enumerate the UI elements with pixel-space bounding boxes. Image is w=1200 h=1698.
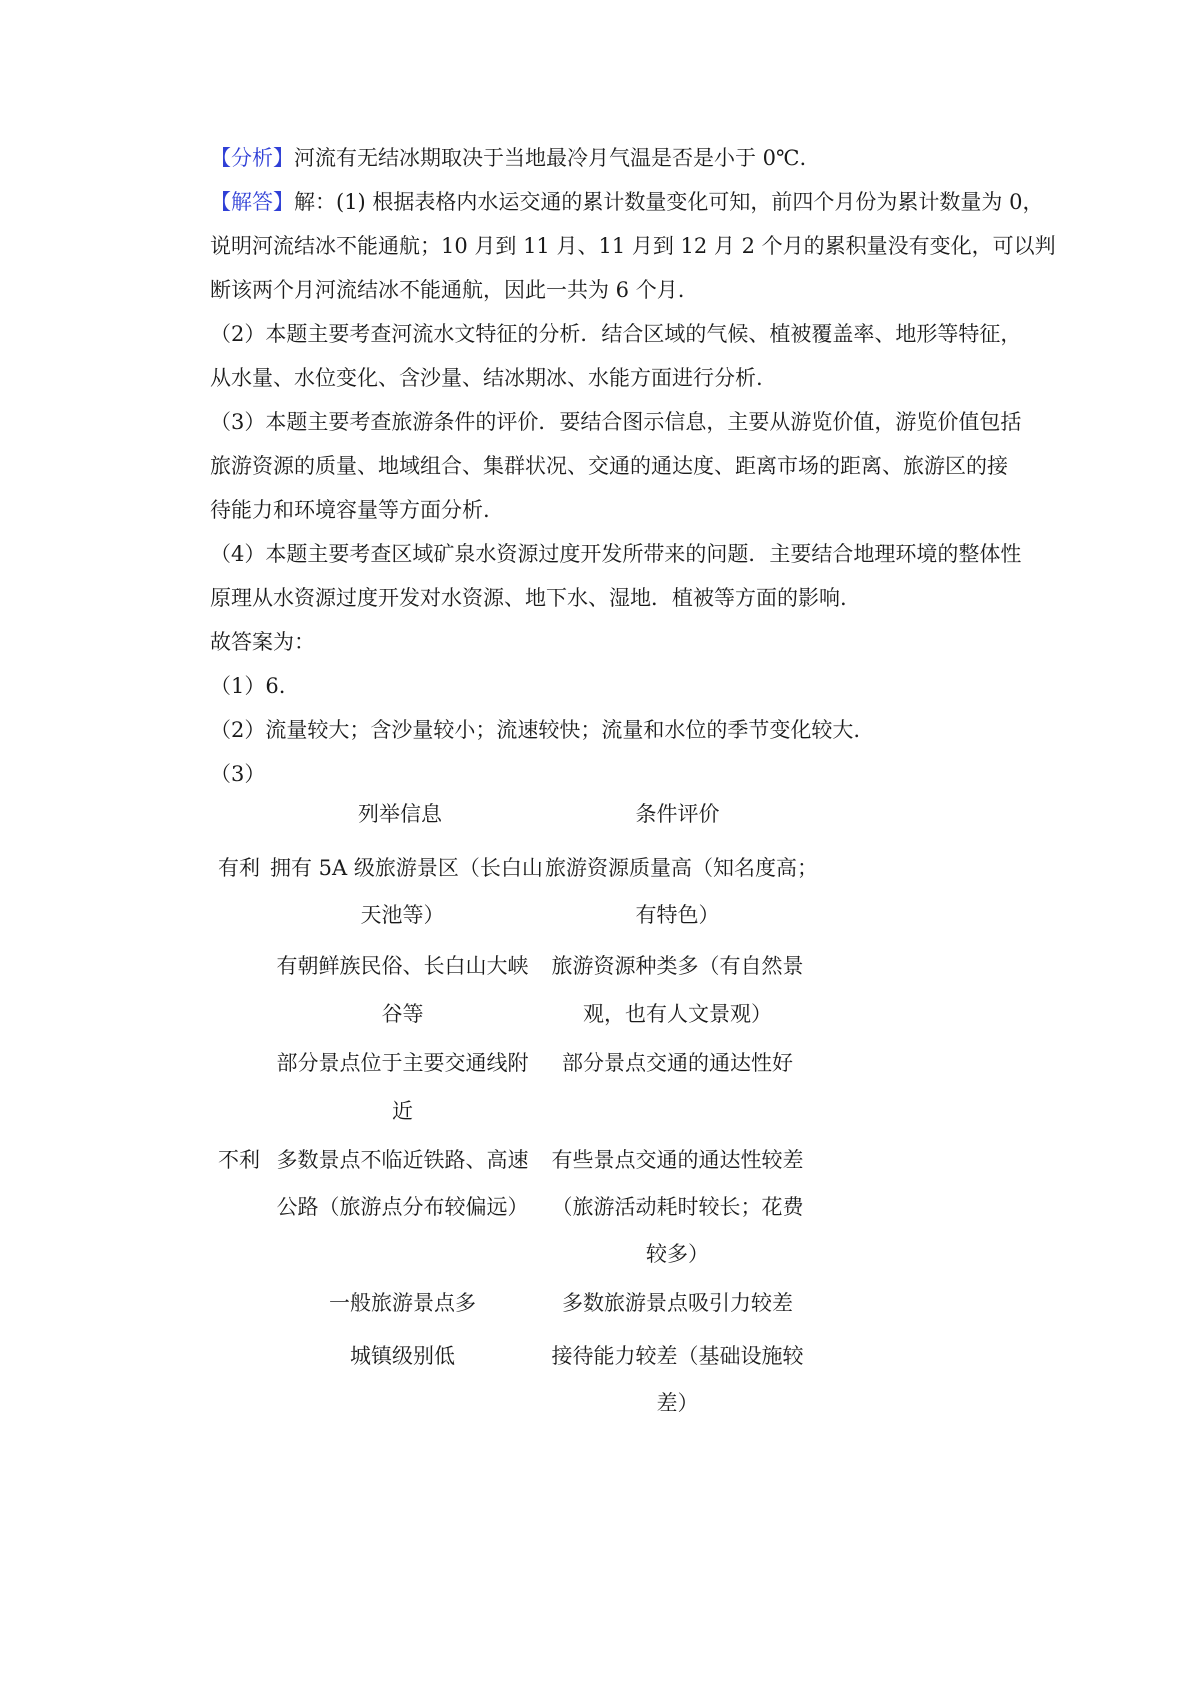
table-cell-evaluation: 旅游资源质量高（知名度高； bbox=[545, 856, 818, 880]
table-row-label: 不利 bbox=[218, 1148, 260, 1172]
analysis-text: 河流有无结冰期取决于当地最冷月气温是否是小于 0℃. bbox=[294, 146, 807, 170]
table-cell-info: 有朝鲜族民俗、长白山大峡 bbox=[276, 954, 529, 978]
answer-line: 说明河流结冰不能通航；10 月到 11 月、11 月到 12 月 2 个月的累积量没有变化，可以判 bbox=[210, 234, 1056, 258]
answer-line: （1）6. bbox=[210, 674, 286, 698]
table-cell-info: 部分景点位于主要交通线附 bbox=[276, 1051, 529, 1075]
table-cell-evaluation: 多数旅游景点吸引力较差 bbox=[562, 1291, 793, 1315]
table-header-evaluation: 条件评价 bbox=[635, 802, 720, 826]
answer-line: 待能力和环境容量等方面分析. bbox=[210, 498, 490, 522]
table-cell-info: 多数景点不临近铁路、高速 bbox=[276, 1148, 529, 1172]
answer-line: （2）本题主要考查河流水文特征的分析．结合区域的气候、植被覆盖率、地形等特征， bbox=[210, 322, 1022, 346]
table-header-info: 列举信息 bbox=[358, 802, 442, 826]
table-cell-info: 天池等） bbox=[360, 903, 445, 927]
table-row-label: 有利 bbox=[218, 856, 260, 880]
table-cell-info: 城镇级别低 bbox=[350, 1344, 455, 1368]
table-cell-info: 近 bbox=[392, 1099, 413, 1123]
table-cell-evaluation: 有些景点交通的通达性较差 bbox=[551, 1148, 804, 1172]
table-cell-evaluation: （旅游活动耗时较长；花费 bbox=[551, 1195, 804, 1219]
table-cell-info: 公路（旅游点分布较偏远） bbox=[276, 1195, 529, 1219]
table-cell-info: 拥有 5A 级旅游景区（长白山 bbox=[270, 856, 543, 880]
answer-line: 断该两个月河流结冰不能通航，因此一共为 6 个月. bbox=[210, 278, 685, 302]
answer-tag: 【解答】 bbox=[210, 190, 294, 214]
answer-line: 解：(1) 根据表格内水运交通的累计数量变化可知，前四个月份为累计数量为 0， bbox=[294, 190, 1044, 214]
table-cell-evaluation: 旅游资源种类多（有自然景 bbox=[551, 954, 804, 978]
analysis-paragraph bbox=[210, 144, 806, 172]
table-cell-evaluation: 观，也有人文景观） bbox=[583, 1002, 772, 1026]
answer-line: 从水量、水位变化、含沙量、结冰期冰、水能方面进行分析. bbox=[210, 366, 763, 390]
table-cell-evaluation: 接待能力较差（基础设施较 bbox=[551, 1344, 804, 1368]
answer-paragraph bbox=[210, 188, 1043, 216]
answer-line: （3）本题主要考查旅游条件的评价．要结合图示信息，主要从游览价值，游览价值包括 bbox=[210, 410, 1022, 434]
answer-line: （2）流量较大；含沙量较小；流速较快；流量和水位的季节变化较大. bbox=[210, 718, 861, 742]
table-cell-evaluation: 较多） bbox=[646, 1242, 709, 1266]
answer-line: 原理从水资源过度开发对水资源、地下水、湿地．植被等方面的影响. bbox=[210, 586, 847, 610]
answer-line: （3） bbox=[210, 762, 266, 786]
answer-line: （4）本题主要考查区域矿泉水资源过度开发所带来的问题．主要结合地理环境的整体性 bbox=[210, 542, 1022, 566]
answer-line: 旅游资源的质量、地域组合、集群状况、交通的通达度、距离市场的距离、旅游区的接 bbox=[210, 454, 1008, 478]
table-cell-evaluation: 有特色） bbox=[635, 903, 720, 927]
table-cell-evaluation: 差） bbox=[656, 1391, 699, 1415]
answer-line: 故答案为： bbox=[210, 630, 315, 654]
table-cell-info: 谷等 bbox=[381, 1002, 424, 1026]
table-cell-evaluation: 部分景点交通的通达性好 bbox=[562, 1051, 793, 1075]
analysis-tag: 【分析】 bbox=[210, 146, 294, 170]
table-cell-info: 一般旅游景点多 bbox=[329, 1291, 476, 1315]
